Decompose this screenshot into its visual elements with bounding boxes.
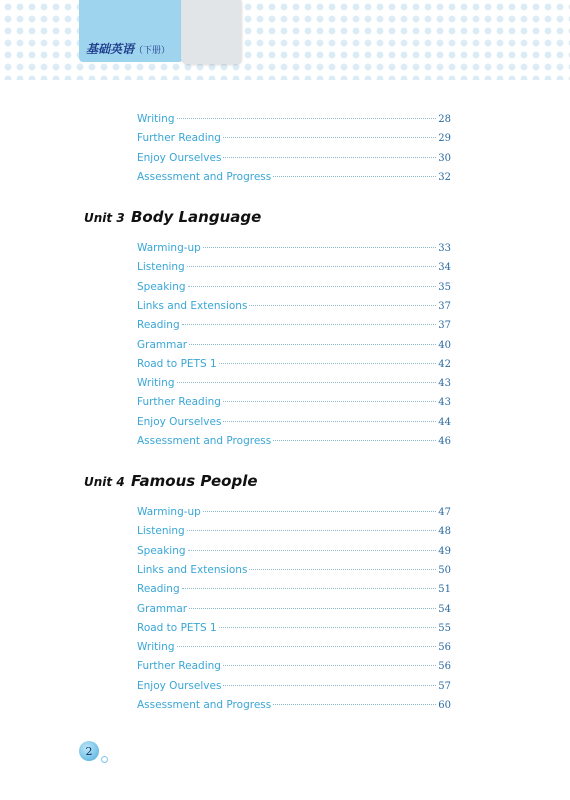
- toc-entry[interactable]: [137, 394, 451, 410]
- toc-dot-leader: [189, 608, 436, 609]
- toc-entry-title: Reading: [137, 319, 180, 332]
- toc-entry-title: Warming-up: [137, 506, 201, 518]
- toc-entry-page: 40: [438, 339, 451, 351]
- toc-entry-page: 46: [438, 436, 451, 447]
- toc-entry[interactable]: [137, 298, 451, 314]
- toc-entry-page: 60: [438, 700, 451, 711]
- toc-entry-page: 50: [438, 564, 451, 576]
- toc-entry[interactable]: [137, 259, 451, 275]
- toc-dot-leader: [177, 646, 437, 647]
- toc-entry-page: 55: [438, 622, 451, 634]
- toc-entry-title: Further Reading: [137, 396, 221, 409]
- unit-title: Famous People: [131, 472, 258, 490]
- toc-dot-leader: [249, 569, 436, 570]
- toc-entry[interactable]: [137, 111, 451, 127]
- toc-dot-leader: [273, 176, 436, 177]
- toc-entry[interactable]: [137, 414, 451, 430]
- toc-entry-page: 30: [438, 152, 451, 164]
- toc-entry-title: Enjoy Ourselves: [137, 679, 222, 692]
- unit-heading: [84, 207, 261, 226]
- toc-entry-title: Assessment and Progress: [137, 699, 272, 711]
- toc-entry[interactable]: [137, 504, 451, 520]
- toc-entry-page: 48: [438, 526, 451, 538]
- toc-dot-leader: [189, 344, 436, 345]
- toc-dot-leader: [223, 665, 436, 666]
- toc-entry-page: 29: [438, 133, 451, 145]
- toc-entry-title: Writing: [137, 113, 175, 125]
- toc-dot-leader: [203, 511, 436, 512]
- toc-entry-title: Grammar: [137, 602, 188, 615]
- toc-entry-page: 56: [438, 642, 451, 654]
- toc-entry[interactable]: [137, 601, 451, 617]
- toc-entry-title: Writing: [137, 641, 175, 654]
- unit-heading: [84, 471, 258, 490]
- toc-entry-page: 37: [438, 320, 451, 332]
- toc-dot-leader: [223, 157, 436, 158]
- toc-entry-title: Road to PETS 1: [137, 357, 217, 370]
- toc-entry-page: 43: [438, 397, 451, 409]
- toc-entry-title: Further Reading: [137, 132, 221, 145]
- toc-entry-page: 47: [438, 507, 451, 518]
- toc-dot-leader: [219, 627, 437, 628]
- toc-dot-leader: [188, 286, 437, 287]
- toc-entry-title: Enjoy Ourselves: [137, 151, 222, 164]
- toc-dot-leader: [182, 588, 437, 589]
- toc-entry[interactable]: [137, 562, 451, 578]
- toc-entry-title: Speaking: [137, 544, 186, 557]
- toc-entry[interactable]: [137, 523, 451, 539]
- header-tab-shadow: [181, 0, 241, 64]
- toc-entry-title: Road to PETS 1: [137, 621, 217, 634]
- toc-entry-page: 33: [438, 243, 451, 254]
- toc-dot-leader: [223, 401, 436, 402]
- toc-entry-title: Assessment and Progress: [137, 170, 272, 183]
- toc-entry[interactable]: [137, 317, 451, 333]
- book-title-text: 基础英语: [86, 42, 135, 56]
- toc-entry[interactable]: [137, 543, 451, 559]
- toc-entry-page: 49: [438, 545, 451, 557]
- toc-entry-page: 56: [438, 661, 451, 673]
- toc-entry-title: Links and Extensions: [137, 299, 248, 312]
- toc-entry-title: Listening: [137, 261, 185, 274]
- toc-entry-page: 32: [438, 171, 451, 183]
- toc-entry[interactable]: [137, 620, 451, 636]
- toc-entry[interactable]: [137, 375, 451, 391]
- toc-entry-page: 42: [438, 358, 451, 370]
- toc-entry-page: 34: [438, 262, 451, 274]
- toc-dot-leader: [203, 247, 436, 248]
- page-number: 2: [85, 744, 93, 758]
- toc-entry[interactable]: [137, 678, 451, 694]
- toc-entry[interactable]: [137, 658, 451, 674]
- toc-dot-leader: [249, 305, 436, 306]
- toc-entry-page: 51: [438, 584, 451, 596]
- toc-entry[interactable]: [137, 639, 451, 655]
- toc-entry-title: Links and Extensions: [137, 563, 248, 576]
- toc-entry-title: Further Reading: [137, 660, 221, 673]
- toc-entry-title: Assessment and Progress: [137, 435, 272, 447]
- toc-entry[interactable]: [137, 356, 451, 372]
- toc-dot-leader: [187, 266, 437, 267]
- toc-entry[interactable]: [137, 130, 451, 146]
- toc-entry-title: Listening: [137, 525, 185, 538]
- toc-entry-page: 57: [438, 680, 451, 692]
- toc-entry[interactable]: [137, 279, 451, 295]
- toc-entry[interactable]: [137, 581, 451, 597]
- toc-entry-page: 54: [438, 603, 451, 615]
- toc-dot-leader: [273, 704, 436, 705]
- toc-entry[interactable]: [137, 697, 451, 713]
- toc-dot-leader: [187, 530, 437, 531]
- toc-entry-title: Reading: [137, 583, 180, 596]
- toc-dot-leader: [188, 550, 437, 551]
- toc-entry[interactable]: [137, 433, 451, 449]
- toc-entry[interactable]: [137, 337, 451, 353]
- toc-entry-page: 35: [438, 281, 451, 293]
- page-header: [0, 0, 570, 80]
- book-title: [86, 40, 170, 57]
- toc-entry[interactable]: [137, 240, 451, 256]
- page-dot-ornament: [101, 756, 108, 763]
- toc-dot-leader: [223, 137, 436, 138]
- toc-entry-title: Enjoy Ourselves: [137, 415, 222, 428]
- toc-entry-page: 37: [438, 300, 451, 312]
- toc-entry-page: 44: [438, 416, 451, 428]
- toc-dot-leader: [177, 382, 437, 383]
- toc-dot-leader: [177, 118, 437, 119]
- toc-dot-leader: [273, 440, 436, 441]
- book-volume: （下册）: [134, 46, 171, 56]
- unit-label: Unit 3: [84, 211, 125, 225]
- toc-entry-title: Warming-up: [137, 242, 201, 254]
- toc-entry-page: 43: [438, 378, 451, 390]
- unit-title: Body Language: [131, 208, 262, 226]
- toc-dot-leader: [219, 363, 437, 364]
- toc-entry[interactable]: [137, 169, 451, 185]
- toc-entry[interactable]: [137, 150, 451, 166]
- unit-label: Unit 4: [84, 475, 125, 489]
- toc-entry-title: Grammar: [137, 338, 188, 351]
- toc-dot-leader: [182, 324, 437, 325]
- toc-dot-leader: [223, 685, 436, 686]
- toc-entry-title: Speaking: [137, 280, 186, 293]
- toc-entry-title: Writing: [137, 377, 175, 390]
- page-number-badge: [79, 741, 99, 761]
- toc-dot-leader: [223, 421, 436, 422]
- toc-entry-page: 28: [438, 114, 451, 125]
